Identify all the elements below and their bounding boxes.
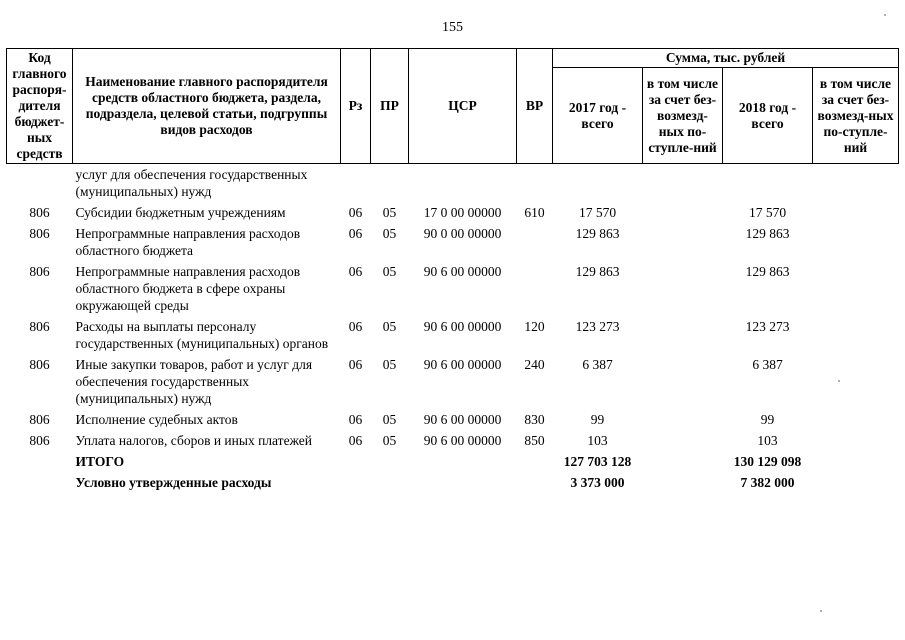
cell-vr <box>517 225 553 259</box>
cell-pr: 05 <box>382 264 397 279</box>
cell-2017: 103 <box>587 433 608 448</box>
cell-rz: 06 <box>348 433 363 448</box>
header-vr: ВР <box>517 49 553 164</box>
cell-code: 806 <box>29 319 50 334</box>
cell-2017: 17 570 <box>578 205 617 220</box>
cell-2017: 123 273 <box>575 319 620 334</box>
budget-table <box>6 48 899 491</box>
cell-rz: 06 <box>348 205 363 220</box>
cell-name: услуг для обеспечения государственных (муниципальных) нужд <box>75 167 308 199</box>
conditional-label: Условно утвержденные расходы <box>75 475 272 490</box>
cell-2017 <box>553 164 643 201</box>
cell-rz: 06 <box>348 319 363 334</box>
total-2018: 130 129 098 <box>733 454 802 469</box>
header-2018-free: в том числе за счет без-возмезд-ных по-ступле-ний <box>813 68 899 164</box>
header-sum: Сумма, тыс. рублей <box>553 49 899 68</box>
cell-code: 806 <box>29 412 50 427</box>
cell-csr: 90 6 00 00000 <box>423 433 502 448</box>
cell-vr <box>517 263 553 314</box>
cell-2018: 99 <box>760 412 775 427</box>
cell-pr: 05 <box>382 412 397 427</box>
cell-2018: 6 387 <box>752 357 783 372</box>
table-row <box>7 356 899 407</box>
header-rz: Рз <box>341 49 371 164</box>
cell-rz: 06 <box>348 264 363 279</box>
table-row <box>7 164 899 201</box>
header-2017-total: 2017 год - всего <box>553 68 643 164</box>
cell-2018: 103 <box>757 433 778 448</box>
cell-2018: 129 863 <box>745 226 790 241</box>
page-number: 155 <box>442 20 463 35</box>
cell-name: Иные закупки товаров, работ и услуг для обеспечения государственных (муниципальных) нужд <box>75 357 313 406</box>
header-pr: ПР <box>371 49 409 164</box>
cell-vr: 830 <box>524 412 545 427</box>
cell-csr: 90 0 00 00000 <box>423 226 502 241</box>
scan-speck <box>838 380 840 382</box>
cell-csr: 90 6 00 00000 <box>423 319 502 334</box>
total-2017: 127 703 128 <box>563 454 632 469</box>
table-row <box>7 411 899 428</box>
cell-vr <box>517 164 553 201</box>
table-row <box>7 318 899 352</box>
cell-csr: 90 6 00 00000 <box>423 412 502 427</box>
cell-name: Расходы на выплаты персоналу государственных (муниципальных) органов <box>75 319 329 351</box>
table-header <box>7 49 899 164</box>
cell-2017: 129 863 <box>575 264 620 279</box>
header-name: Наименование главного распорядителя средств областного бюджета, раздела, подраздела, целевой статьи, подгруппы видов расходов <box>73 49 341 164</box>
cell-csr: 90 6 00 00000 <box>423 264 502 279</box>
cell-pr: 05 <box>382 205 397 220</box>
header-code: Код главного распоря-дителя бюджет-ных средств <box>7 49 73 164</box>
table-row <box>7 225 899 259</box>
cell-code: 806 <box>29 226 50 241</box>
cell-pr: 05 <box>382 226 397 241</box>
table-row <box>7 263 899 314</box>
header-csr: ЦСР <box>409 49 517 164</box>
cell-pr: 05 <box>382 319 397 334</box>
cell-code: 806 <box>29 433 50 448</box>
cell-2017: 99 <box>590 412 605 427</box>
scan-speck <box>820 610 822 612</box>
cell-rz: 06 <box>348 412 363 427</box>
cell-vr: 610 <box>524 205 545 220</box>
cell-name: Исполнение судебных актов <box>75 412 238 427</box>
cell-2018: 17 570 <box>748 205 787 220</box>
cell-pr: 05 <box>382 433 397 448</box>
cell-code: 806 <box>29 357 50 372</box>
cell-vr: 850 <box>524 433 545 448</box>
conditional-2017: 3 373 000 <box>570 475 625 490</box>
header-2018-total: 2018 год - всего <box>723 68 813 164</box>
cell-rz: 06 <box>348 226 363 241</box>
table-row <box>7 432 899 449</box>
cell-2018 <box>723 164 813 201</box>
cell-csr: 90 6 00 00000 <box>423 357 502 372</box>
cell-csr: 17 0 00 00000 <box>423 205 502 220</box>
cell-2017: 6 387 <box>582 357 613 372</box>
cell-name: Непрограммные направления расходов областного бюджета в сфере охраны окружающей среды <box>75 264 301 313</box>
cell-rz: 06 <box>348 357 363 372</box>
cell-vr: 120 <box>524 319 545 334</box>
cell-code: 806 <box>29 264 50 279</box>
cell-name: Уплата налогов, сборов и иных платежей <box>75 433 312 448</box>
cell-vr: 240 <box>524 357 545 372</box>
cell-rz <box>341 164 371 201</box>
table-row <box>7 204 899 221</box>
cell-csr <box>409 164 517 201</box>
conditional-2018: 7 382 000 <box>740 475 795 490</box>
cell-2018: 123 273 <box>745 319 790 334</box>
cell-code: 806 <box>29 205 50 220</box>
total-row <box>7 453 899 470</box>
cell-2018: 129 863 <box>745 264 790 279</box>
cell-pr: 05 <box>382 357 397 372</box>
cell-2017: 129 863 <box>575 226 620 241</box>
cell-pr <box>371 164 409 201</box>
cell-name: Непрограммные направления расходов областного бюджета <box>75 226 301 258</box>
scan-speck <box>884 14 886 16</box>
header-2017-free: в том числе за счет без-возмезд-ных по-ступле-ний <box>643 68 723 164</box>
conditional-expenses-row <box>7 474 899 491</box>
cell-code <box>7 164 73 201</box>
total-label: ИТОГО <box>75 454 125 469</box>
cell-name: Субсидии бюджетным учреждениям <box>75 205 286 220</box>
